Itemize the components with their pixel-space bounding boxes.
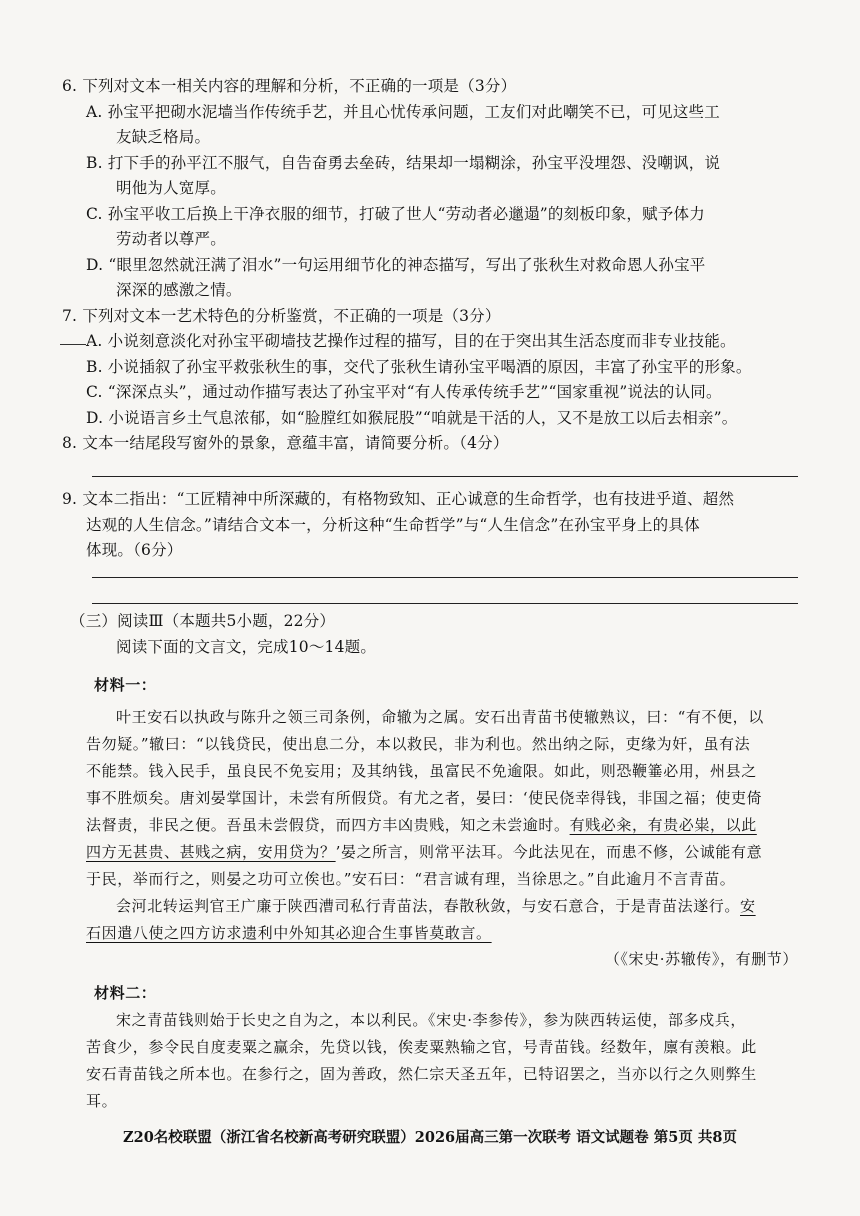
q6-option-a: A. 孙宝平把砌水泥墙当作传统手艺，并且心忧传承问题，工友们对此嘲笑不已，可见这些工 [86, 103, 720, 121]
material-1-text [86, 814, 757, 836]
answer-line[interactable] [92, 476, 798, 477]
section-title: （三）阅读Ⅲ（本题共5小题，22分） [70, 612, 336, 630]
material-1-text [86, 922, 492, 944]
q6-stem: 6. 下列对文本一相关内容的理解和分析，不正确的一项是（3分） [62, 77, 517, 95]
material-1-text: 告勿疑。”辙曰：“以钱贷民，使出息二分，本以救民，非为利也。然出纳之际，吏缘为奸，虽有法 [86, 735, 751, 753]
q7-option-d: D. 小说语言乡土气息浓郁，如“脸膛红如猴屁股”“咱就是干活的人，又不是放工以后去相亲”。 [86, 409, 738, 427]
answer-line[interactable] [92, 577, 798, 578]
q9-stem-line2: 达观的人生信念。”请结合文本一，分析这种“生命哲学”与“人生信念”在孙宝平身上的具体 [86, 516, 700, 534]
text-segment: ’晏之所言，则常平法耳。今此法见在，而患不修，公诚能有意 [335, 843, 763, 861]
underlined-sentence: 有贱必籴，有贵必粜，以此 [569, 816, 757, 834]
underlined-sentence: 安 [740, 897, 756, 915]
q6-option-d: D. “眼里忽然就汪满了泪水”一句运用细节化的神态描写，写出了张秋生对救命恩人孙宝平 [86, 256, 706, 274]
page-footer: Z20名校联盟（浙江省名校新高考研究联盟）2026届高三第一次联考 语文试题卷 第5页 共8页 [123, 1129, 737, 1146]
text-segment: 会河北转运判官王广廉于陕西漕司私行青苗法，春散秋敛，与安石意合，于是青苗法遂行。 [116, 897, 741, 915]
q7-option-b: B. 小说插叙了孙宝平救张秋生的事，交代了张秋生请孙宝平喝酒的原因，丰富了孙宝平的形象。 [86, 358, 752, 376]
material-2-text: 宋之青苗钱则始于长史之自为之，本以利民。《宋史·李参传》，参为陕西转运使，部多戍兵， [116, 1011, 746, 1029]
material-1-text: 事不胜烦矣。唐刘晏掌国计，未尝有所假贷。有尤之者，晏曰：‘使民侥幸得钱，非国之福；使吏倚 [86, 789, 763, 807]
underlined-sentence: 石因遣八使之四方访求遗利中外知其必迎合生事皆莫敢言。 [86, 924, 492, 942]
material-1-text: 于民，举而行之，则晏之功可立俟也。”安石曰：“君言诚有理，当徐思之。”自此逾月不言青苗。 [86, 870, 736, 888]
q7-stem: 7. 下列对文本一艺术特色的分析鉴赏，不正确的一项是（3分） [62, 307, 501, 325]
q8-stem: 8. 文本一结尾段写窗外的景象，意蕴丰富，请简要分析。（4分） [62, 434, 509, 452]
q6-option-b: B. 打下手的孙平江不服气，自告奋勇去垒砖，结果却一塌糊涂，孙宝平没埋怨、没嘲讽，说 [86, 154, 721, 172]
material-1-text: 不能禁。钱入民手，虽良民不免妄用；及其纳钱，虽富民不免逾限。如此，则恐鞭箠必用，州县之 [86, 762, 757, 780]
material-2-text: 耳。 [86, 1092, 118, 1110]
material-2-label: 材料二： [94, 984, 157, 1002]
q6-option-b-cont: 明他为人宽厚。 [116, 179, 226, 197]
q6-option-c: C. 孙宝平收工后换上干净衣服的细节，打破了世人“劳动者必邋遢”的刻板印象，赋予体力 [86, 205, 705, 223]
q9-stem: 9. 文本二指出：“工匠精神中所深藏的，有格物致知、正心诚意的生命哲学，也有技进乎道、超然 [62, 490, 735, 508]
q7-option-c: C. “深深点头”，通过动作描写表达了孙宝平对“有人传承传统手艺”“国家重视”说法的认同。 [86, 383, 722, 401]
material-1-text: 叶王安石以执政与陈升之领三司条例，命辙为之属。安石出青苗书使辙熟议，曰：“有不便，以 [116, 708, 764, 726]
material-1-text [86, 841, 762, 863]
q9-stem-line3: 体现。（6分） [86, 541, 183, 559]
pen-mark [60, 344, 86, 345]
q6-option-d-cont: 深深的感激之情。 [116, 281, 242, 299]
q6-option-c-cont: 劳动者以尊严。 [116, 230, 226, 248]
material-2-text: 安石青苗钱之所本也。在参行之，固为善政，然仁宗天圣五年，已特诏罢之，当亦以行之久则弊生 [86, 1065, 757, 1083]
underlined-sentence: 四方无甚贵、甚贱之病，安用贷为？ [86, 843, 336, 861]
material-2-text: 苦食少，参令民自度麦粟之赢余，先贷以钱，俟麦粟熟输之官，号青苗钱。经数年，廪有羡粮。此 [86, 1038, 757, 1056]
text-segment: 法督责，非民之便。吾虽未尝假贷，而四方丰凶贵贱，知之未尝逾时。 [86, 816, 570, 834]
q7-option-a: A. 小说刻意淡化对孙宝平砌墙技艺操作过程的描写，目的在于突出其生活态度而非专业技能。 [86, 332, 736, 350]
material-1-text [116, 895, 756, 917]
q6-option-a-cont: 友缺乏格局。 [116, 128, 211, 146]
material-1-source: （《宋史·苏辙传》，有删节） [604, 950, 798, 968]
section-instruction: 阅读下面的文言文，完成10～14题。 [116, 638, 377, 656]
material-1-label: 材料一： [94, 676, 157, 694]
answer-line[interactable] [92, 603, 798, 604]
